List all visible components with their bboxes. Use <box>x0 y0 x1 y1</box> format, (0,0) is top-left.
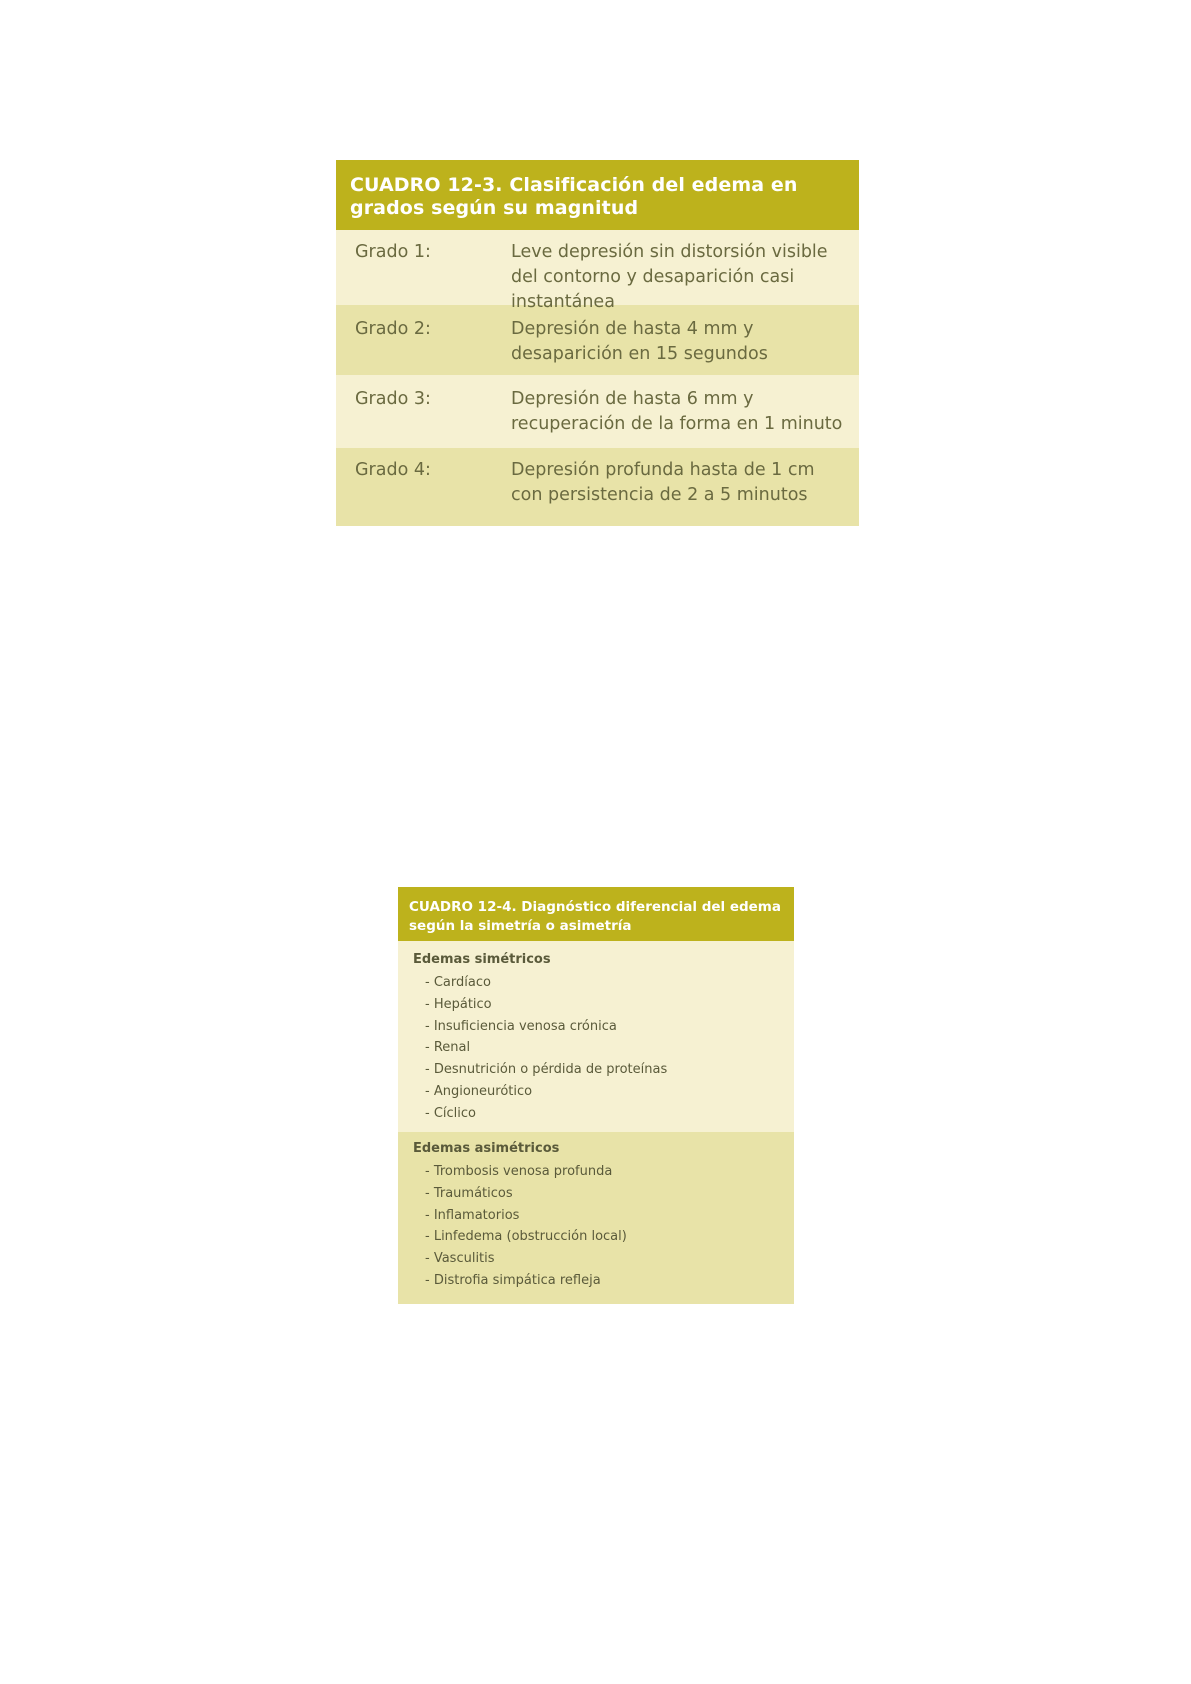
list-item: - Hepático <box>425 994 784 1016</box>
table-row <box>336 448 859 526</box>
list-item: - Linfedema (obstrucción local) <box>425 1226 784 1248</box>
symmetric-list <box>413 972 784 1125</box>
list-item: - Distrofia simpática refleja <box>425 1270 784 1292</box>
grade-description: Depresión profunda hasta de 1 cm con persistencia de 2 a 5 minutos <box>511 460 815 505</box>
list-item: - Cardíaco <box>425 972 784 994</box>
list-item: - Insuficiencia venosa crónica <box>425 1016 784 1038</box>
grade-description: Depresión de hasta 4 mm y desaparición en 15 segundos <box>511 319 768 364</box>
list-item: - Inflamatorios <box>425 1205 784 1227</box>
grade-description: Depresión de hasta 6 mm y recuperación de la forma en 1 minuto <box>511 389 843 434</box>
list-item: - Desnutrición o pérdida de proteínas <box>425 1059 784 1081</box>
list-item: - Renal <box>425 1037 784 1059</box>
list-item: - Traumáticos <box>425 1183 784 1205</box>
table-row <box>336 305 859 375</box>
edema-differential-table-title: CUADRO 12-4. Diagnóstico diferencial del edema según la simetría o asimetría <box>398 887 794 941</box>
edema-grade-table <box>336 160 859 526</box>
table-row <box>336 230 859 312</box>
edema-differential-table <box>398 887 794 1304</box>
asymmetric-section-title: Edemas asimétricos <box>413 1141 560 1156</box>
grade-label: Grado 2: <box>355 319 431 339</box>
grade-label: Grado 4: <box>355 460 431 480</box>
grade-description: Leve depresión sin distorsión visible del contorno y desaparición casi instantánea <box>511 242 828 312</box>
asymmetric-section <box>398 1132 794 1304</box>
edema-grade-table-title: CUADRO 12-3. Clasificación del edema en grados según su magnitud <box>336 160 859 230</box>
grade-label: Grado 1: <box>355 242 431 262</box>
list-item: - Cíclico <box>425 1103 784 1125</box>
symmetric-section <box>398 941 794 1132</box>
list-item: - Vasculitis <box>425 1248 784 1270</box>
grade-label: Grado 3: <box>355 389 431 409</box>
asymmetric-list <box>413 1161 784 1292</box>
list-item: - Trombosis venosa profunda <box>425 1161 784 1183</box>
table-row <box>336 375 859 448</box>
list-item: - Angioneurótico <box>425 1081 784 1103</box>
symmetric-section-title: Edemas simétricos <box>413 952 551 967</box>
